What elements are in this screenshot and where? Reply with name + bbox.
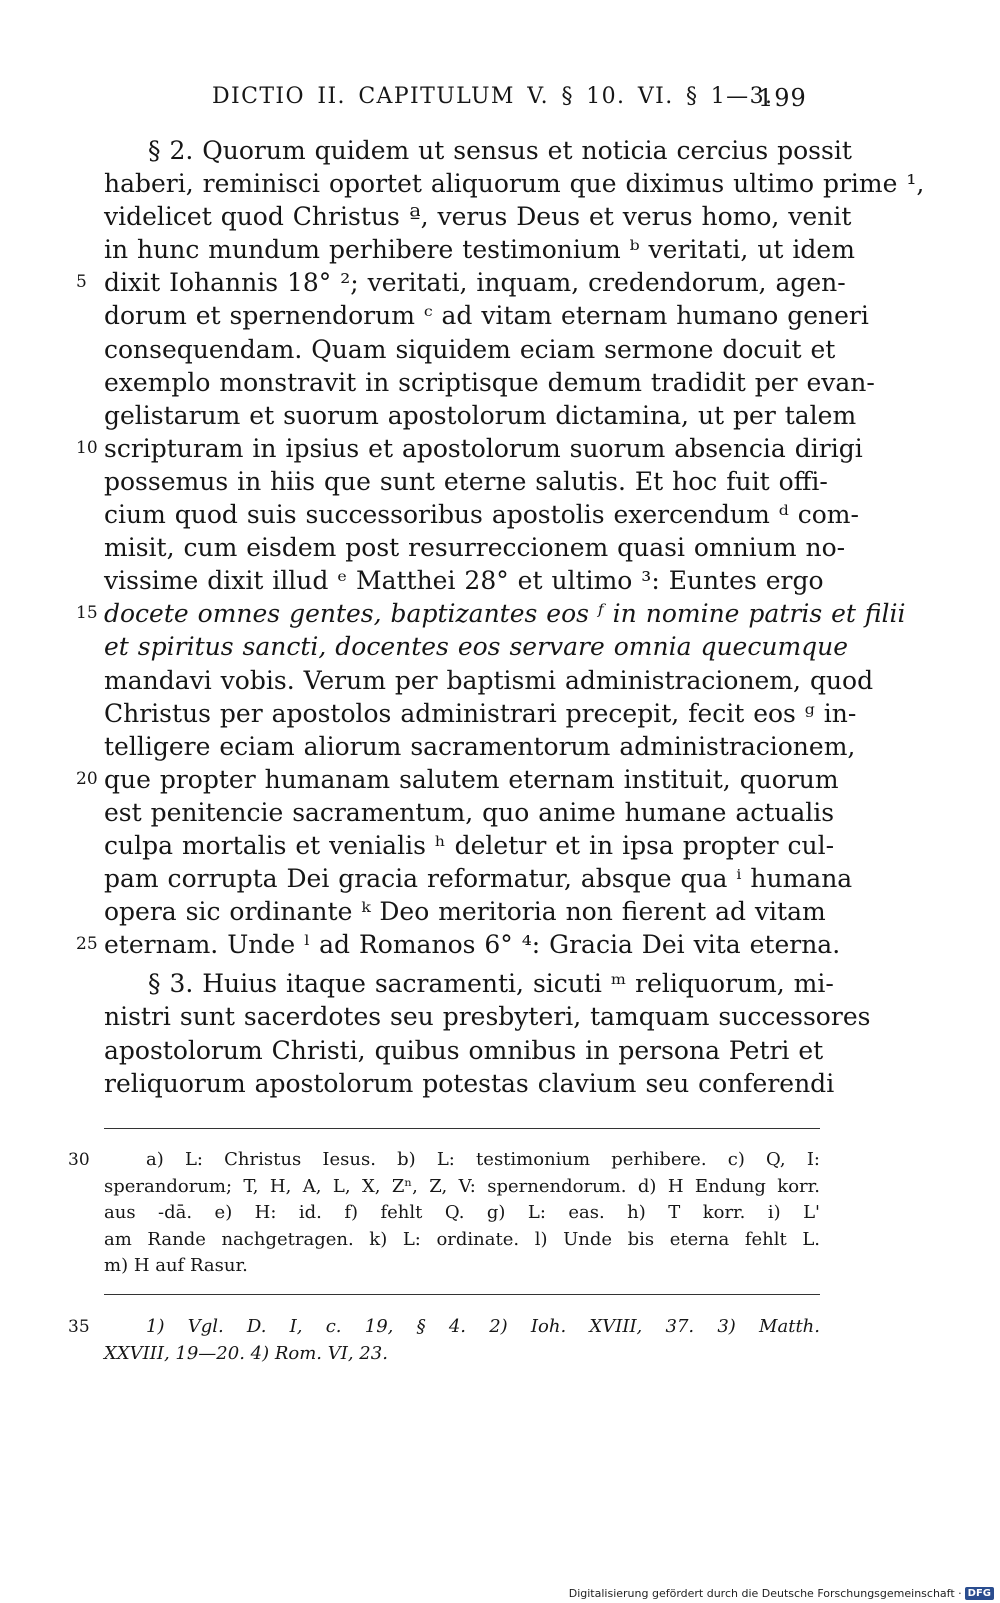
apparatus-content: a) L: Christus Iesus. b) L: testimonium perhibere. c) Q, I: <box>146 1149 820 1170</box>
text-line: exemplo monstravit in scriptisque demum tradidit per evan- <box>104 367 875 397</box>
apparatus-line: aus -dā. e) H: id. f) fehlt Q. g) L: eas. h) T korr. i) L' <box>104 1202 820 1223</box>
source-note-line <box>104 1341 820 1368</box>
text-line <box>76 597 906 630</box>
text-line: est penitencie sacramentum, quo anime humane actualis <box>104 797 835 827</box>
apparatus-line: m) H auf Rasur. <box>104 1255 248 1276</box>
text-line: § 3. Huius itaque sacramenti, sicuti ᵐ reliquorum, mi- <box>148 969 834 999</box>
text-line: telligere eciam aliorum sacramentorum administracionem, <box>104 731 856 761</box>
text-line: videlicet quod Christus ª, verus Deus et verus homo, venit <box>104 202 852 232</box>
credit-text: Digitalisierung gefördert durch die Deutsche Forschungsgemeinschaft · <box>568 1587 962 1600</box>
text-line <box>76 266 846 299</box>
apparatus-line: sperandorum; T, H, A, L, X, Zⁿ, Z, V: spernendorum. d) H Endung korr. <box>104 1175 820 1197</box>
text-line: apostolorum Christi, quibus omnibus in persona Petri et <box>104 1035 824 1065</box>
text-line: consequendam. Quam siquidem eciam sermone docuit et <box>104 334 836 364</box>
page-header <box>0 80 1000 116</box>
text-line <box>76 763 839 796</box>
line-content: eternam. Unde ˡ ad Romanos 6° ⁴: Gracia Dei vita eterna. <box>104 930 841 960</box>
text-line: nistri sunt sacerdotes seu presbyteri, tamquam successores <box>104 1002 871 1032</box>
text-line: vissime dixit illud ᵉ Matthei 28° et ultimo ³: Euntes ergo <box>104 566 824 596</box>
source-note-content: 1) Vgl. D. I, c. 19, § 4. 2) Ioh. XVIII, 37. 3) Matth. <box>146 1316 820 1337</box>
text-line: in hunc mundum perhibere testimonium ᵇ veritati, ut idem <box>104 235 855 265</box>
text-line: Christus per apostolos administrari precepit, fecit eos ᵍ in- <box>104 698 857 728</box>
text-line: culpa mortalis et venialis ʰ deletur et in ipsa propter cul- <box>104 830 835 860</box>
source-note-line <box>68 1314 820 1341</box>
line-number: 15 <box>76 603 98 624</box>
line-number: 5 <box>76 272 87 293</box>
running-title: DICTIO II. CAPITULUM V. § 10. VI. § 1—3. <box>212 84 774 109</box>
text-line: dorum et spernendorum ᶜ ad vitam eternam humano generi <box>104 301 869 331</box>
footnote-divider <box>104 1294 820 1295</box>
text-line <box>76 432 863 465</box>
line-number: 25 <box>76 934 98 955</box>
line-content: que propter humanam salutem eternam instituit, quorum <box>104 764 839 794</box>
text-line: § 2. Quorum quidem ut sensus et noticia cercius possit <box>148 136 852 165</box>
page-number: 199 <box>758 84 807 112</box>
text-line <box>76 928 841 961</box>
line-content: docete omnes gentes, baptizantes eos ᶠ in nomine patris et filii <box>104 599 906 629</box>
text-line: reliquorum apostolorum potestas clavium seu conferendi <box>104 1068 835 1098</box>
text-line: cium quod suis successoribus apostolis exercendum ᵈ com- <box>104 500 859 530</box>
variant-apparatus <box>68 1147 820 1280</box>
line-content: dixit Iohannis 18° ²; veritati, inquam, credendorum, agen- <box>104 268 846 298</box>
text-line: haberi, reminisci oportet aliquorum que diximus ultimo prime ¹, <box>104 169 925 199</box>
line-content: scripturam in ipsius et apostolorum suorum absencia dirigi <box>104 433 863 463</box>
text-line: pam corrupta Dei gracia reformatur, absque qua ⁱ humana <box>104 864 853 894</box>
line-content: et spiritus sancti, docentes eos servare omnia quecumque <box>104 632 849 662</box>
main-text <box>76 134 925 1100</box>
apparatus-line <box>68 1147 820 1174</box>
text-line: opera sic ordinante ᵏ Deo meritoria non fierent ad vitam <box>104 897 826 927</box>
text-line: possemus in hiis que sunt eterne salutis. Et hoc fuit offi- <box>104 466 828 496</box>
text-line: misit, cum eisdem post resurreccionem quasi omnium no- <box>104 533 846 563</box>
line-number: 20 <box>76 768 98 789</box>
footnote-divider <box>104 1128 820 1129</box>
text-line: gelistarum et suorum apostolorum dictamina, ut per talem <box>104 400 857 430</box>
text-line: mandavi vobis. Verum per baptismi administracionem, quod <box>104 665 874 695</box>
line-number: 30 <box>68 1150 90 1170</box>
line-number: 35 <box>68 1317 90 1337</box>
text-line <box>104 630 849 663</box>
dfg-logo-icon: DFG <box>965 1587 994 1600</box>
digitization-credit <box>569 1587 994 1600</box>
source-notes <box>68 1314 820 1367</box>
apparatus-line: am Rande nachgetragen. k) L: ordinate. l) Unde bis eterna fehlt L. <box>104 1228 820 1250</box>
line-number: 10 <box>76 437 98 458</box>
source-note-content: XXVIII, 19—20. 4) Rom. VI, 23. <box>104 1342 388 1364</box>
